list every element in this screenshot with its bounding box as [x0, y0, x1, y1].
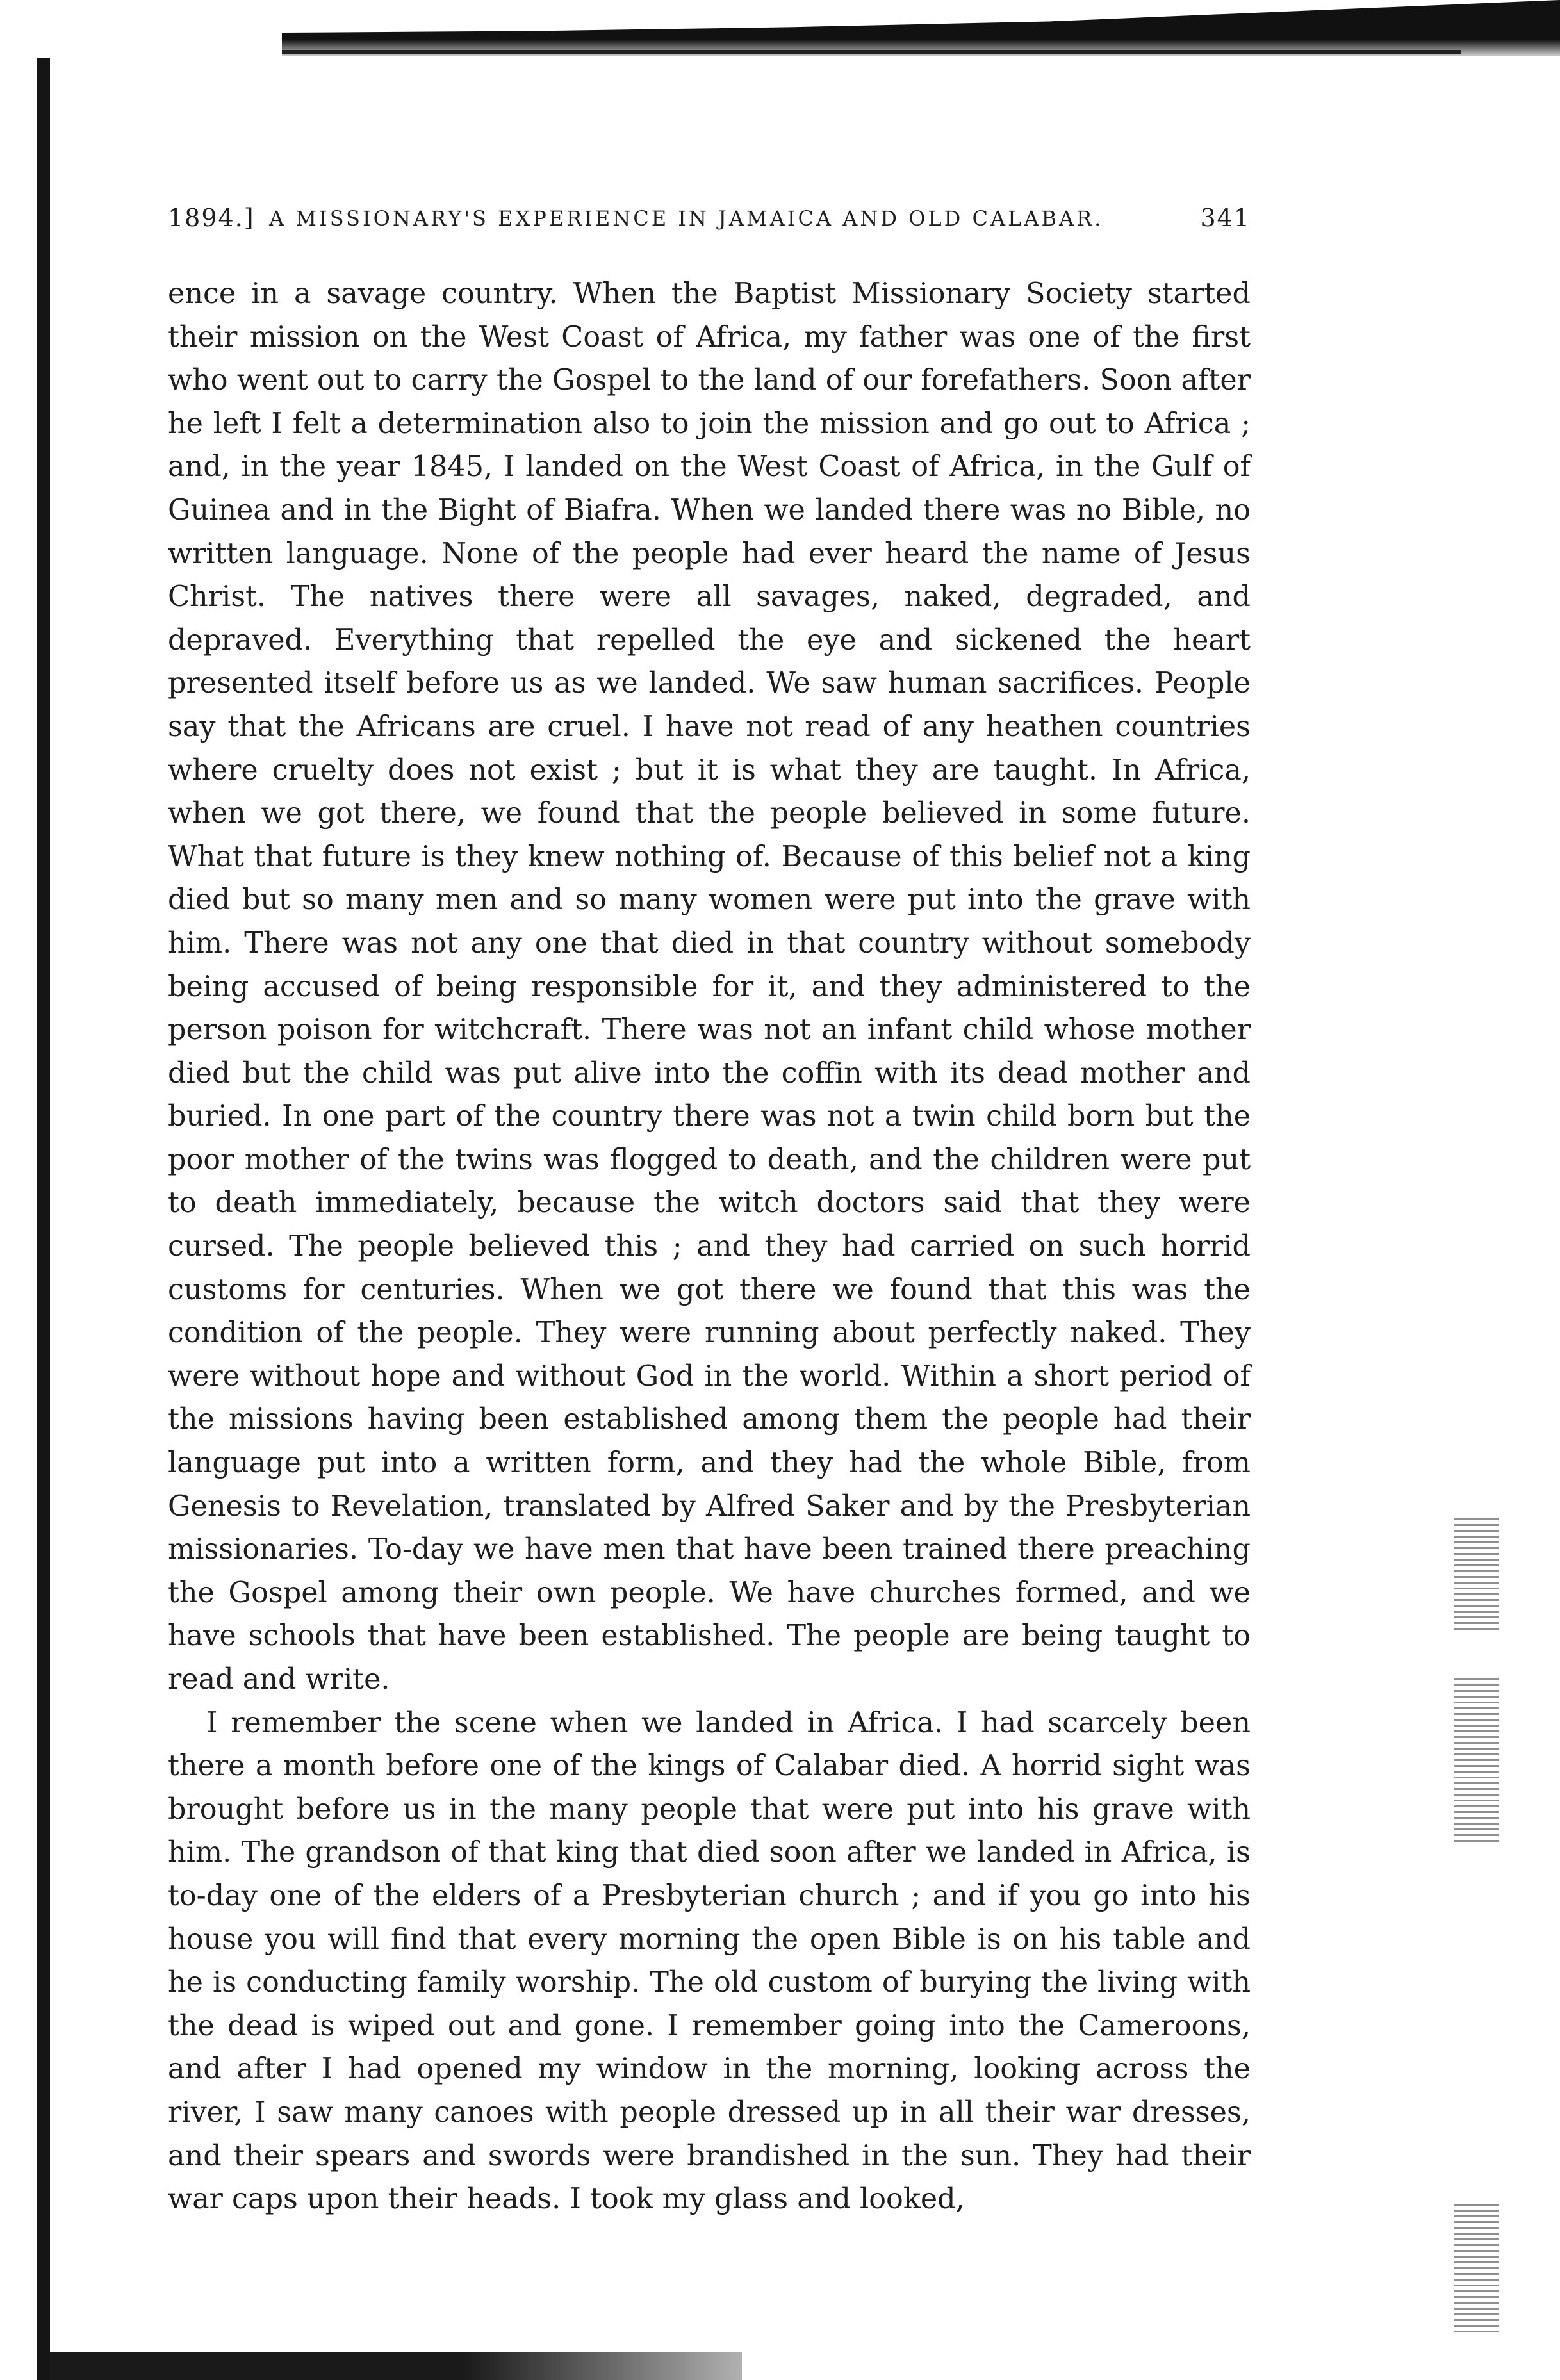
scan-edge-bottom: [50, 2352, 742, 2380]
scan-edge-top-line: [282, 50, 1461, 54]
page-number: 341: [1200, 204, 1251, 232]
scan-edge-left: [37, 58, 50, 2380]
header-year: 1894.]: [168, 204, 255, 232]
scan-edge-right-noise: [1454, 1678, 1499, 1845]
paragraph: ence in a savage country. When the Baptist Missionary Society started their mission on the West Coast of Africa, my father was one of the first who went out to carry the Gospel to the land of our forefathers. Soon after he left I felt a determination also to join the mission and go out to Africa ; and, in the year 1845, I landed on the West Coast of Africa, in the Gulf of Guinea and in the Bight of Biafra. When we landed there was no Bible, no written language. None of the people had ever heard the name of Jesus Christ. The natives there were all savages, naked, degraded, and depraved. Everything that repelled the eye and sickened the heart presented itself before us as we landed. We saw human sacrifices. People say that the Africans are cruel. I have not read of any heathen countries where cruelty does not exist ; but it is what they are taught. In Africa, when we got there, we found that the people believed in some future. What that future is they knew nothing of. Because of this belief not a king died but so many men and so many women were put into the grave with him. There was not any one that died in that country without somebody being accused of being responsible for it, and they administered to the person poison for witchcraft. There was not an infant child whose mother died but the child was put alive into the coffin with its dead mother and buried. In one part of the country there was not a twin child born but the poor mother of the twins was flogged to death, and the children were put to death immediately, because the witch doctors said that they were cursed. The people believed this ; and they had carried on such horrid customs for centuries. When we got there we found that this was the condition of the people. They were running about perfectly naked. They were without hope and without God in the world. Within a short period of the missions having been established among them the people had their language put into a written form, and they had the whole Bible, from Genesis to Revelation, translated by Alfred Saker and by the Presbyterian missionaries. To-day we have men that have been trained there preaching the Gospel among their own people. We have churches formed, and we have schools that have been established. The people are being taught to read and write.: [168, 277, 1251, 1696]
scan-edge-right-noise: [1454, 2204, 1499, 2332]
scan-edge-right-noise: [1454, 1518, 1499, 1634]
running-header: [168, 204, 1251, 242]
running-title: A MISSIONARY'S EXPERIENCE IN JAMAICA AND OLD CALABAR.: [269, 206, 1104, 231]
scan-edge-top: [282, 0, 1560, 56]
paragraph: I remember the scene when we landed in Africa. I had scarcely been there a month before one of the kings of Calabar died. A horrid sight was brought before us in the many people that were put into his grave with him. The grandson of that king that died soon after we landed in Africa, is to-day one of the elders of a Presbyterian church ; and if you go into his house you will find that every morning the open Bible is on his table and he is conducting family worship. The old custom of burying the living with the dead is wiped out and gone. I remember going into the Cameroons, and after I had opened my window in the morning, looking across the river, I saw many canoes with people dressed up in all their war dresses, and their spears and swords were brandished in the sun. They had their war caps upon their heads. I took my glass and looked,: [168, 1706, 1251, 2216]
body-text: [168, 272, 1251, 2221]
